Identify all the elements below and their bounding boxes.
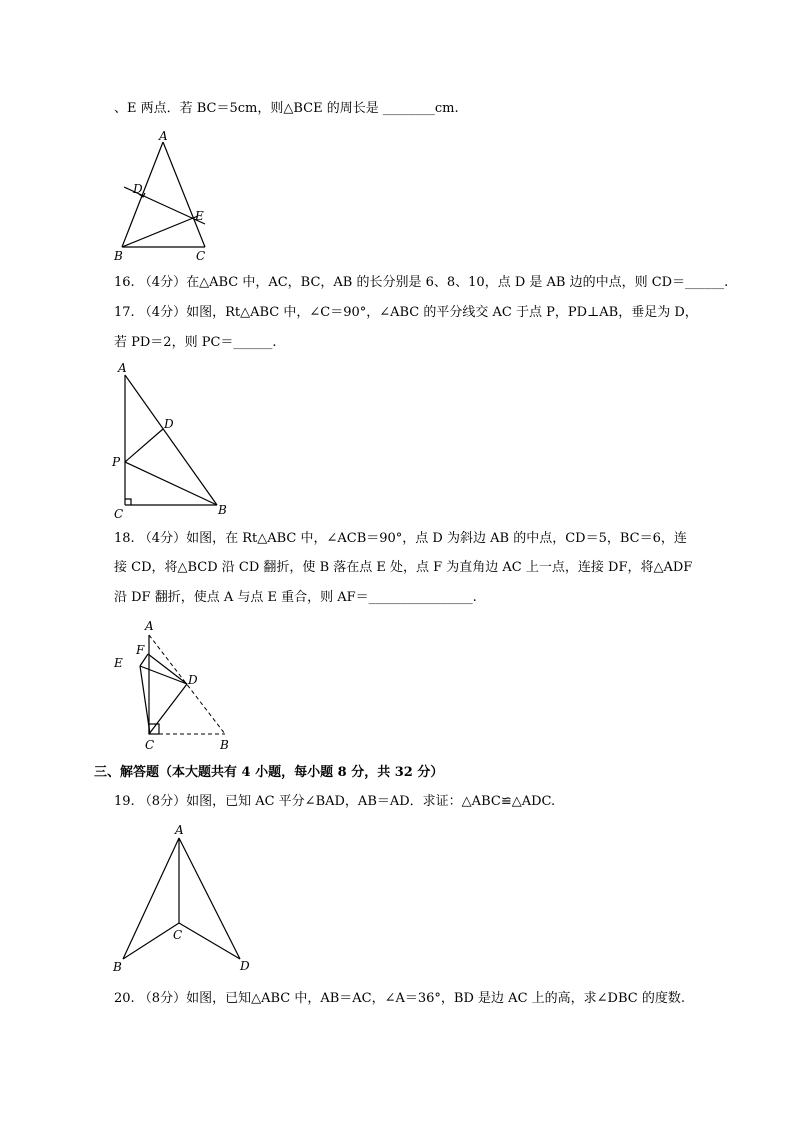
q18-line2: 接 CD，将△BCD 沿 CD 翻折，使 B 落在点 E 处，点 F 为直角边 AC 上一点，连接 DF，将△ADF <box>114 560 693 575</box>
q18-line1: 18. （4分）如图，在 Rt△ABC 中，∠ACB＝90°，点 D 为斜边 AB 的中点，CD＝5，BC＝6，连 <box>114 531 687 546</box>
fig19-label-a: A <box>175 823 184 837</box>
fig17-label-p: P <box>112 455 121 469</box>
fig18-label-b: B <box>220 738 229 752</box>
fig18-label-a: A <box>145 619 154 633</box>
fig18-label-d: D <box>188 673 198 687</box>
figure-q19 <box>110 818 260 978</box>
fig18-label-e: E <box>114 656 123 670</box>
q15-text: 、E 两点．若 BC＝5cm，则△BCE 的周长是 ________cm. <box>114 101 459 116</box>
q19-text: 19. （8分）如图，已知 AC 平分∠BAD，AB＝AD．求证：△ABC≌△ADC. <box>114 794 556 809</box>
fig19-label-c: C <box>173 928 183 942</box>
fig17-label-b: B <box>218 503 227 517</box>
fig15-label-c: C <box>196 249 206 263</box>
fig17-label-c: C <box>114 507 124 521</box>
fig17-label-d: D <box>164 417 174 431</box>
figure-q15 <box>110 130 220 265</box>
fig15-label-d: D <box>133 182 143 196</box>
fig15-label-b: B <box>114 249 123 263</box>
section-heading: 三、解答题（本大题共有 4 小题，每小题 8 分，共 32 分） <box>94 765 444 780</box>
q16-text: 16. （4分）在△ABC 中，AC，BC，AB 的长分别是 6、8、10，点 D 是 AB 边的中点，则 CD＝______. <box>114 275 729 290</box>
q20-text: 20. （8分）如图，已知△ABC 中，AB＝AC，∠A＝36°，BD 是边 AC 上的高，求∠DBC 的度数. <box>114 991 685 1006</box>
fig15-label-a: A <box>159 129 168 143</box>
figure-q17 <box>110 358 240 523</box>
fig19-label-d: D <box>240 959 250 973</box>
q18-line3: 沿 DF 翻折，使点 A 与点 E 重合，则 AF＝________________. <box>114 590 477 605</box>
fig19-label-b: B <box>113 960 122 974</box>
fig18-label-f: F <box>136 643 145 657</box>
q17-line1: 17. （4分）如图，Rt△ABC 中，∠C＝90°，∠ABC 的平分线交 AC 于点 P，PD⊥AB，垂足为 D， <box>114 305 698 320</box>
fig17-label-a: A <box>118 361 127 375</box>
fig18-label-c: C <box>145 738 155 752</box>
figure-q18 <box>110 616 240 756</box>
fig15-label-e: E <box>195 209 204 223</box>
q17-line2: 若 PD＝2，则 PC＝______. <box>114 335 277 350</box>
